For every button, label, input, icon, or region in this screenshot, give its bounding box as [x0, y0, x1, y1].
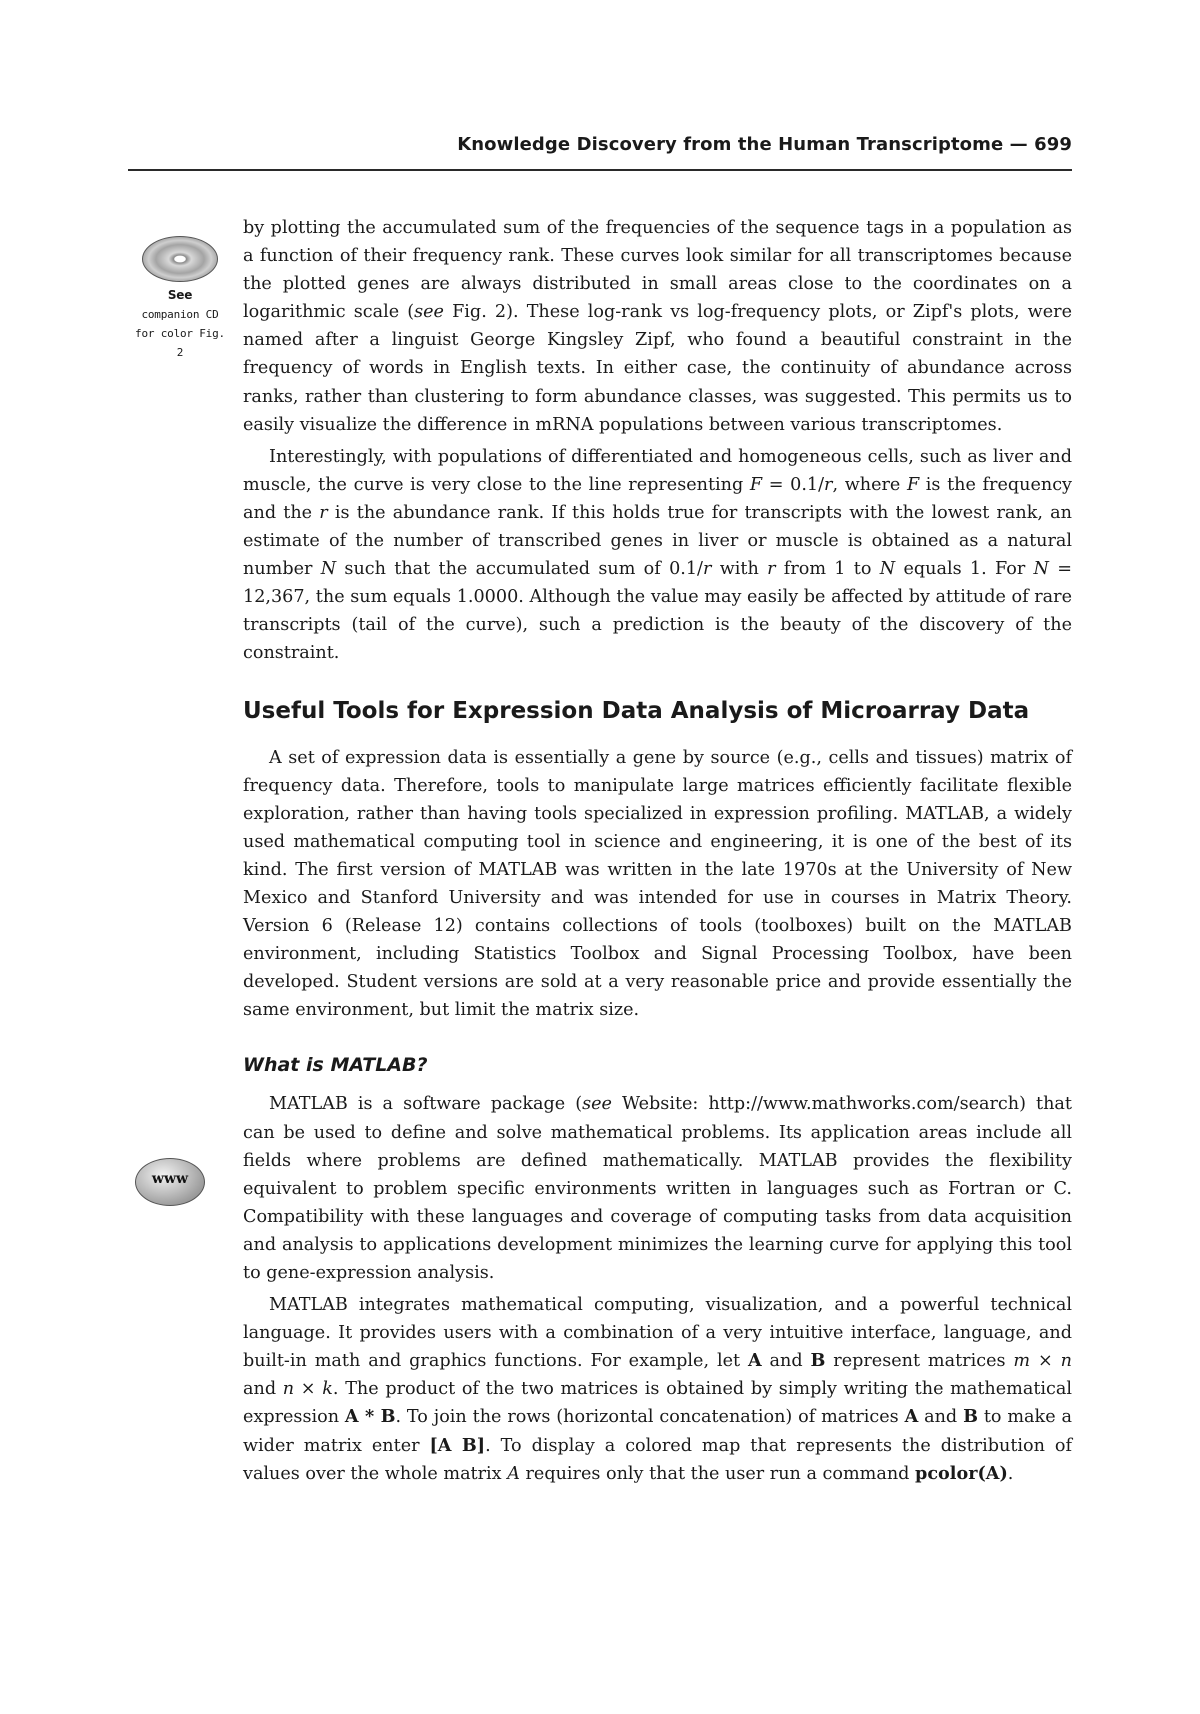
paragraph-zipf-plots: by plotting the accumulated sum of the frequencies of the sequence tags in a population as a function of their frequency rank. These curves look similar for all transcriptomes because the plotted genes are always distributed in small areas close to the coordinates on a logarithmic scale (see Fig. 2). These log-rank vs log-frequency plots, or Zipf's plots, were named after a linguist George Kingsley Zipf, who found a beautiful constraint in the frequency of words in English texts. In either case, the continuity of abundance across ranks, rather than clustering to form abundance classes, was suggested. This permits us to easily visualize the difference in mRNA populations between various transcriptomes.: [243, 218, 1072, 435]
running-header: Knowledge Discovery from the Human Transcriptome — 699: [457, 134, 1072, 155]
paragraph-matlab-package: MATLAB is a software package (see Website: http://www.mathworks.com/search) that can be used to define and solve mathematical problems. Its application areas include all fields where problems are defined mathematically. MATLAB provides the flexibility equivalent to problem specific environments written in languages such as Fortran or C. Compatibility with these languages and coverage of computing tasks from data acquisition and analysis to applications development minimizes the learning curve for applying this tool to gene-expression analysis.: [243, 1094, 1072, 1283]
cd-caption-line-1: See: [167, 288, 193, 302]
cd-caption: [130, 286, 230, 362]
www-globe-icon: [135, 1158, 205, 1206]
section-heading-useful-tools: Useful Tools for Expression Data Analysis of Microarray Data: [243, 697, 1030, 724]
www-label: www: [151, 1171, 189, 1187]
margin-note-companion-cd: [130, 236, 230, 362]
subsection-heading-what-is-matlab: What is MATLAB?: [243, 1054, 428, 1077]
paragraph-constraint-estimate: Interestingly, with populations of differentiated and homogeneous cells, such as liver and muscle, the curve is very close to the line representing F = 0.1/r, where F is the frequency and the r is the abundance rank. If this holds true for transcripts with the lowest rank, an estimate of the number of transcribed genes in liver or muscle is obtained as a natural number N such that the accumulated sum of 0.1/r with r from 1 to N equals 1. For N = 12,367, the sum equals 1.0000. Although the value may easily be affected by attitude of rare transcripts (tail of the curve), such a prediction is the beauty of the discovery of the constraint.: [243, 446, 1072, 664]
cd-caption-line-2: companion CD: [141, 308, 219, 321]
body-text: [243, 214, 1072, 1488]
header-rule: [128, 169, 1072, 171]
paragraph-expression-data-tools: A set of expression data is essentially a gene by source (e.g., cells and tissues) matrix of frequency data. Therefore, tools to manipulate large matrices efficiently facilitate flexible exploration, rather than having tools specialized in expression profiling. MATLAB, a widely used mathematical computing tool in science and engineering, it is one of the best of its kind. The first version of MATLAB was written in the late 1970s at the University of New Mexico and Stanford University and was intended for use in courses in Matrix Theory. Version 6 (Release 12) contains collections of tools (toolboxes) built on the MATLAB environment, including Statistics Toolbox and Signal Processing Toolbox, have been developed. Student versions are sold at a very reasonable price and provide essentially the same environment, but limit the matrix size.: [243, 747, 1072, 1021]
cd-caption-line-3: for color Fig. 2: [135, 327, 225, 359]
cd-icon: [142, 236, 218, 282]
paragraph-matlab-integrates: MATLAB integrates mathematical computing, visualization, and a powerful technical language. It provides users with a combination of a very intuitive interface, language, and built-in math and graphics functions. For example, let A and B represent matrices m × n and n × k. The product of the two matrices is obtained by simply writing the mathematical expression A * B. To join the rows (horizontal concatenation) of matrices A and B to make a wider matrix enter [A B]. To display a colored map that represents the distribution of values over the whole matrix A requires only that the user run a command pcolor(A).: [243, 1295, 1072, 1484]
